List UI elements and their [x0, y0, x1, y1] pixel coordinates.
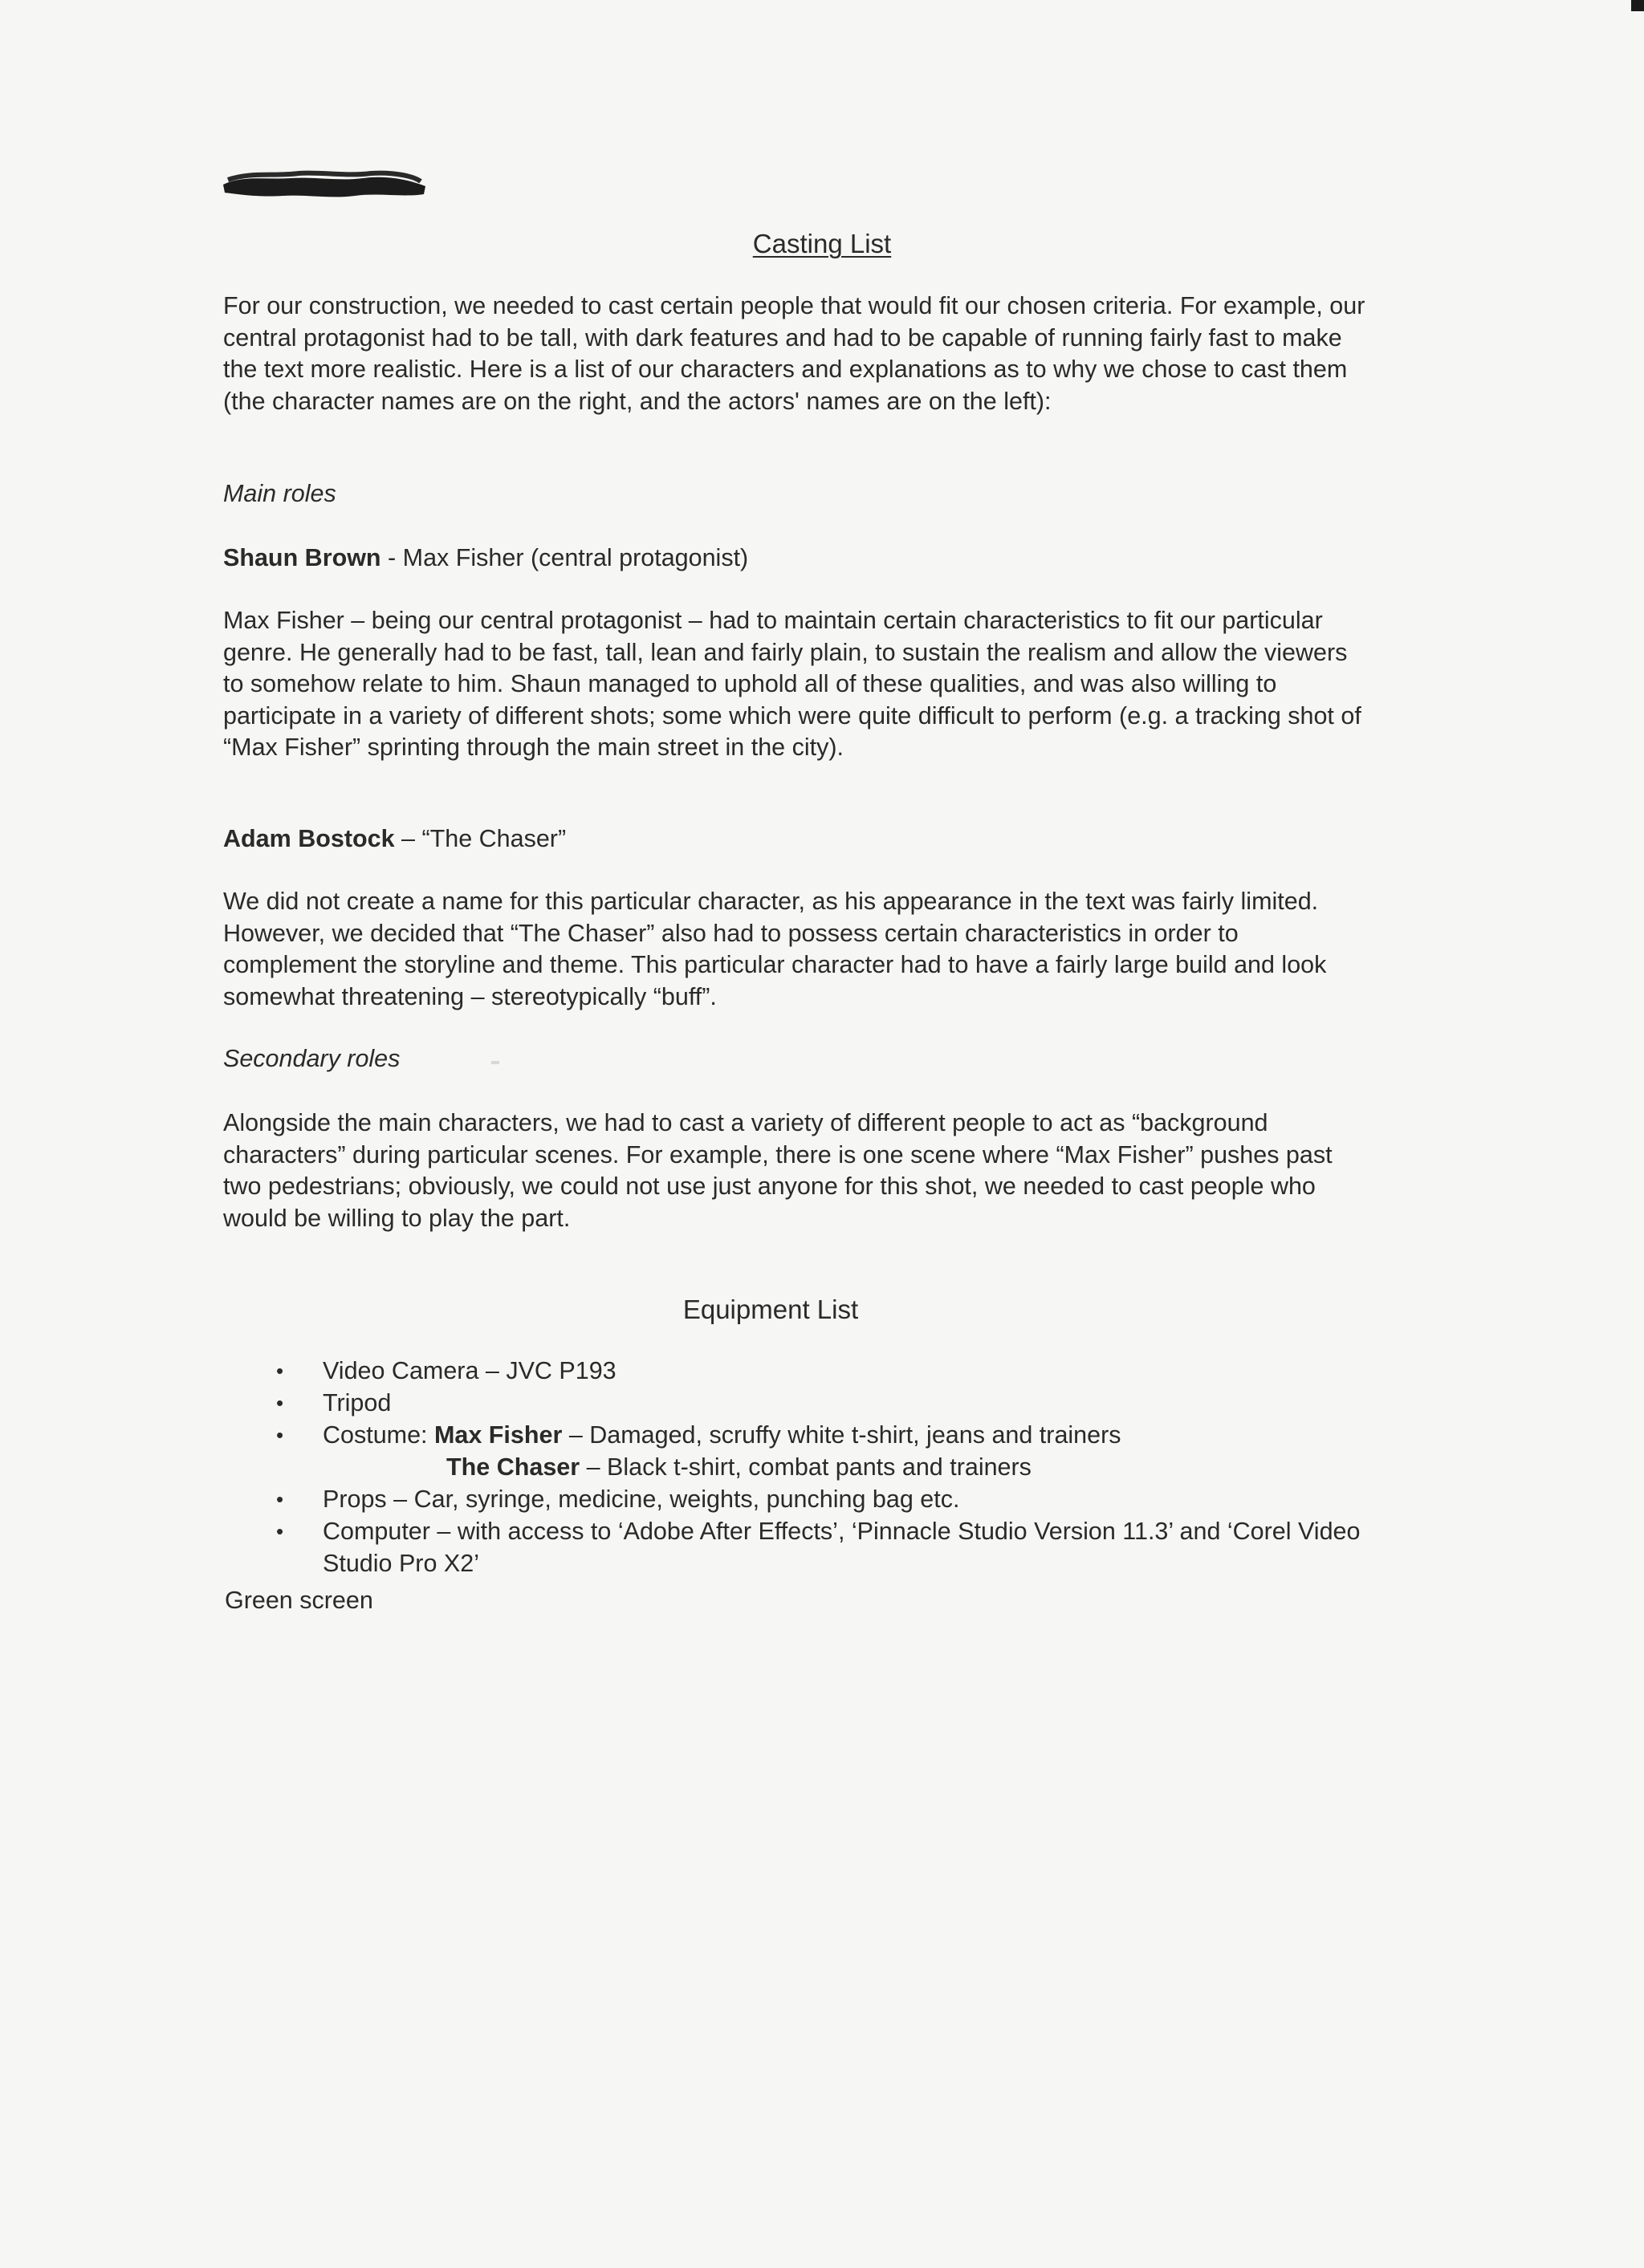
costume-chaser-line — [323, 1451, 1371, 1483]
redacted-name-scribble — [218, 169, 430, 201]
main-roles-heading: Main roles — [223, 480, 336, 507]
chaser-description: We did not create a name for this particular character, as his appearance in the text was fairly limited. However, we decided that “The Chaser” also had to possess certain characteristics in order to complement the storyline and theme. This particular character had to have a fairly large build and look somewhat threatening – stereotypically “buff”. — [223, 888, 1327, 1010]
list-item — [223, 1355, 1371, 1387]
equipment-list-heading: Equipment List — [682, 1295, 859, 1324]
role-adam-bostock-line — [223, 823, 1371, 856]
bullet-icon: • — [276, 1487, 284, 1511]
costume-prefix: Costume: — [323, 1421, 434, 1449]
costume-chaser-desc: – Black t-shirt, combat pants and trainers — [580, 1453, 1032, 1481]
bullet-icon: • — [276, 1519, 284, 1543]
secondary-roles-heading: Secondary roles — [223, 1045, 401, 1072]
list-item — [223, 1387, 1371, 1419]
bullet-icon: • — [276, 1391, 284, 1415]
list-item — [223, 1515, 1371, 1579]
equipment-list — [223, 1355, 1371, 1579]
secondary-roles-paragraph: Alongside the main characters, we had to cast a variety of different people to act as “background characters” during particular scenes. For example, there is one scene where “Max Fisher” pushes past two pedestrians; obviously, we could not use just anyone for this shot, we needed to cast people who would be willing to play the part. — [223, 1109, 1333, 1232]
bullet-icon: • — [276, 1423, 284, 1447]
max-fisher-description: Max Fisher – being our central protagonist – had to maintain certain characteristics to fit our particular genre. He generally had to be fast, tall, lean and fairly plain, to sustain the realism and allow the viewers to somehow relate to him. Shaun managed to uphold all of these qualities, and was also willing to participate in a variety of different shots; some which were quite difficult to perform (e.g. a tracking shot of “Max Fisher” sprinting through the main street in the city). — [223, 607, 1361, 761]
list-item — [223, 1419, 1371, 1483]
list-item-text: Video Camera – JVC P193 — [323, 1357, 616, 1384]
scan-corner-mark — [1631, 0, 1644, 11]
costume-chaser-name: The Chaser — [446, 1453, 580, 1481]
character-name: – “The Chaser” — [394, 825, 567, 852]
role-shaun-brown-line — [223, 543, 1371, 575]
casting-intro-paragraph: For our construction, we needed to cast certain people that would fit our chosen criteria. For example, our central protagonist had to be tall, with dark features and had to be capable of running fairly fast to make the text more realistic. Here is a list of our characters and explanations as to why we chose to cast them (the character names are on the right, and the actors' names are on the left): — [223, 292, 1365, 415]
actor-name: Shaun Brown — [223, 544, 381, 571]
scan-speck — [491, 1061, 499, 1064]
list-item-text: Tripod — [323, 1389, 392, 1416]
list-item — [223, 1483, 1371, 1515]
list-item-text: Props – Car, syringe, medicine, weights, punching bag etc. — [323, 1486, 960, 1513]
list-item-text: Computer – with access to ‘Adobe After Effects’, ‘Pinnacle Studio Version 11.3’ and ‘Corel Video Studio Pro X2’ — [323, 1518, 1361, 1577]
actor-name: Adam Bostock — [223, 825, 395, 852]
green-screen-line: Green screen — [225, 1587, 373, 1614]
casting-list-heading: Casting List — [752, 229, 892, 258]
costume-max-name: Max Fisher — [434, 1421, 563, 1449]
character-name: - Max Fisher (central protagonist) — [380, 544, 749, 571]
bullet-icon: • — [276, 1359, 284, 1383]
costume-max-desc: – Damaged, scruffy white t-shirt, jeans and trainers — [562, 1421, 1121, 1449]
